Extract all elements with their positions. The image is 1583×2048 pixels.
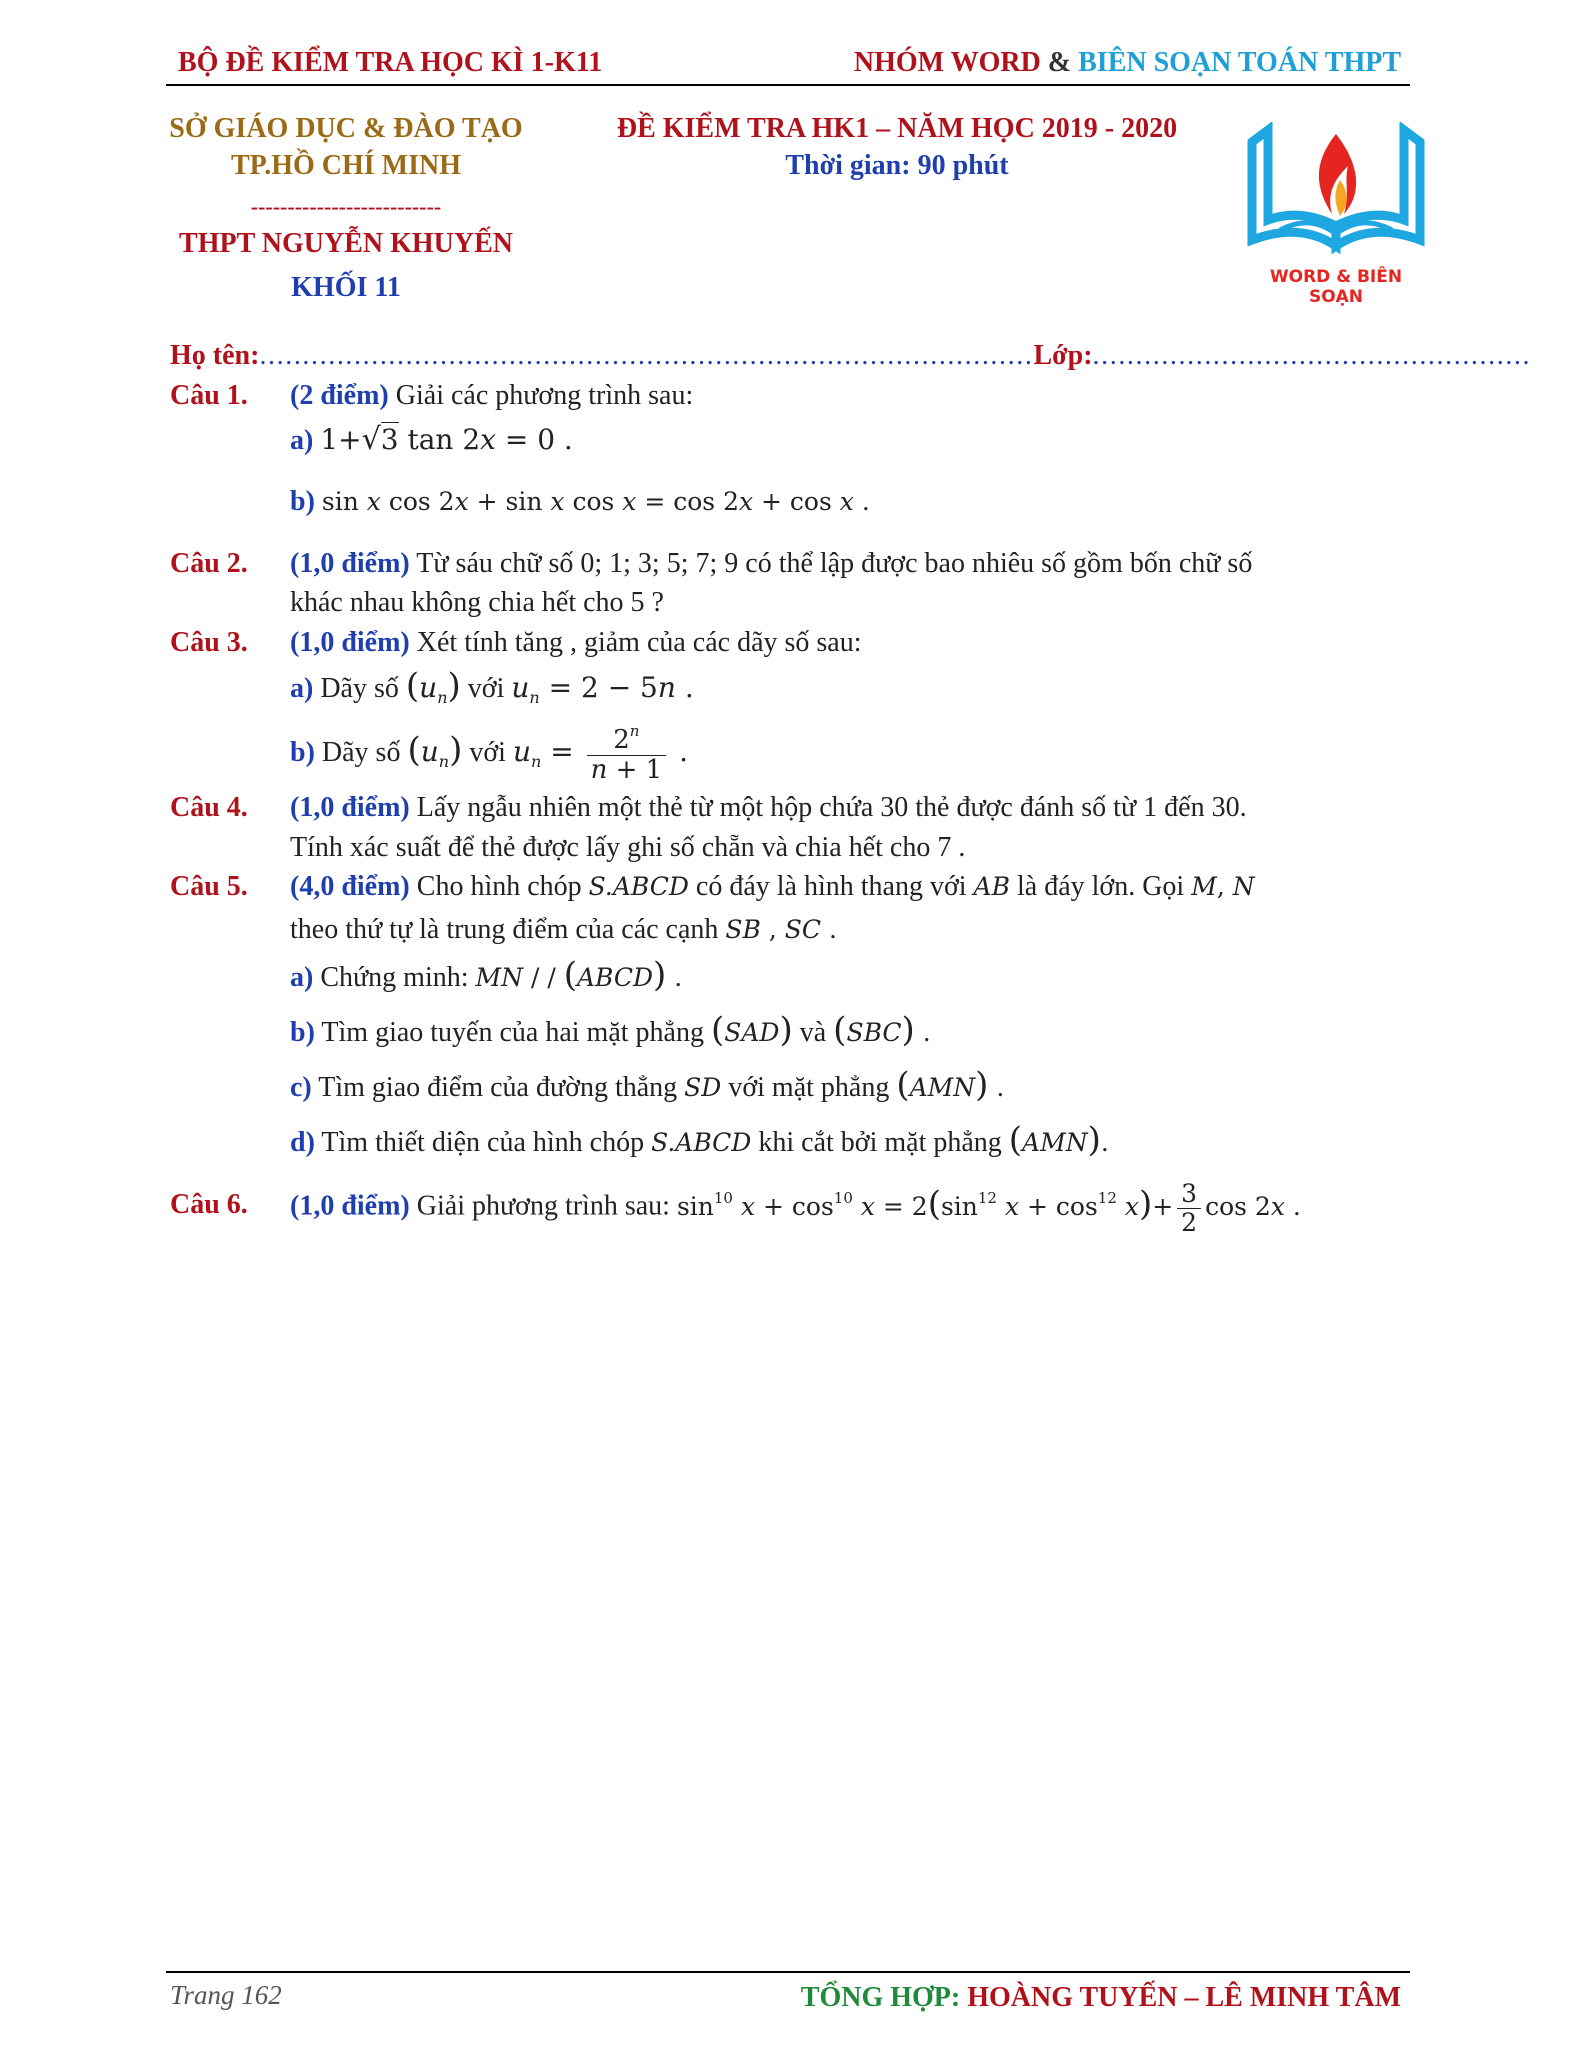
header-right-amp: & bbox=[1047, 47, 1072, 78]
q5-item-c bbox=[290, 1065, 1005, 1105]
q1-points: (2 điểm) bbox=[290, 380, 389, 411]
q4-text2 bbox=[290, 834, 965, 862]
q6-label: Câu 6. bbox=[170, 1189, 248, 1220]
q5b-label: b) bbox=[290, 1017, 315, 1048]
q4-prompt2: Tính xác suất để thẻ được lấy ghi số chẵn và chia hết cho 7 . bbox=[290, 832, 966, 863]
q5-text2 bbox=[290, 916, 837, 944]
q1-header bbox=[170, 382, 248, 410]
class-label: Lớp: bbox=[1033, 340, 1093, 371]
q5-item-b bbox=[290, 1010, 931, 1050]
q6-prompt: Giải phương trình sau: bbox=[416, 1190, 670, 1222]
q5-text: (4,0 điểm) Cho hình chóp S.ABCD có đáy là hình thang với AB là đáy lớn. Gọi M, N bbox=[290, 871, 1255, 902]
q3-points: (1,0 điểm) bbox=[290, 627, 410, 658]
q5b-text: Tìm giao tuyến của hai mặt phẳng bbox=[321, 1017, 704, 1048]
q5-item-d bbox=[290, 1120, 1109, 1160]
q4-label: Câu 4. bbox=[170, 792, 248, 823]
footer-credit bbox=[801, 1982, 1401, 2014]
exam-title: ĐỀ KIỂM TRA HK1 – NĂM HỌC 2019 - 2020 bbox=[616, 113, 1178, 144]
header-left: BỘ ĐỀ KIỂM TRA HỌC KÌ 1-K11 bbox=[178, 47, 603, 78]
q5d-label: d) bbox=[290, 1127, 315, 1158]
header-right-part2: BIÊN SOẠN TOÁN THPT bbox=[1078, 47, 1401, 78]
q1a-equation: 1+√3 tan 2x = 0 . bbox=[320, 422, 573, 457]
q3-header bbox=[170, 629, 248, 657]
q5c-with: với mặt phẳng bbox=[728, 1072, 890, 1103]
q2-label: Câu 2. bbox=[170, 548, 248, 579]
q4-text bbox=[290, 794, 1247, 822]
q3a-seq: $(u_n)$ bbox=[405, 666, 461, 707]
q5-ab: AB bbox=[973, 872, 1010, 901]
logo-text: WORD & BIÊN SOẠN bbox=[1269, 267, 1403, 307]
school-line1: SỞ GIÁO DỤC & ĐÀO TẠO bbox=[169, 113, 523, 144]
q3-text bbox=[290, 629, 862, 657]
header-right bbox=[854, 47, 1401, 79]
q5a-text: Chứng minh: bbox=[320, 962, 469, 993]
q1-label: Câu 1. bbox=[170, 380, 248, 411]
q5-item-a bbox=[290, 955, 683, 995]
q6-equation: $\sin^{10} x + \cos^{10} x = 2(\sin^{12}$ $x + \cos^{12} x)+$ $\frac{3}{2}$ cos 2x . bbox=[676, 1179, 1301, 1237]
q5-pyramid: S.ABCD bbox=[588, 872, 689, 901]
q4-points: (1,0 điểm) bbox=[290, 792, 410, 823]
q2-text2 bbox=[290, 589, 664, 617]
q2-text bbox=[290, 550, 1252, 578]
q5d-with: khi cắt bởi mặt phẳng bbox=[758, 1127, 1002, 1158]
q2-prompt: Từ sáu chữ số 0; 1; 3; 5; 7; 9 có thể lập được bao nhiêu số gồm bốn chữ số bbox=[416, 548, 1253, 579]
footer-rule bbox=[166, 1971, 1410, 1973]
q3b-text: Dãy số bbox=[321, 737, 401, 769]
q5a-formula: MN / / (ABCD) . bbox=[475, 955, 683, 995]
q3a-formula: $u_n = 2 - 5n$ . bbox=[511, 671, 694, 707]
q5b-plane2: (SBC) . bbox=[833, 1010, 931, 1050]
book-flame-icon bbox=[1240, 122, 1432, 262]
footer-authors: HOÀNG TUYẾN – LÊ MINH TÂM bbox=[967, 1982, 1401, 2013]
q5-header bbox=[170, 873, 248, 901]
q5a-label: a) bbox=[290, 962, 314, 993]
name-dots[interactable]: .......................................................................................... bbox=[259, 340, 1034, 371]
q3b-label: b) bbox=[290, 737, 315, 769]
name-label: Họ tên: bbox=[170, 340, 260, 371]
q1b-equation: sin x cos 2x + sin x cos x = cos 2x + cos x . bbox=[321, 487, 870, 516]
q3a-label: a) bbox=[290, 673, 314, 704]
q5-prompt2: theo thứ tự là trung điểm của các cạnh bbox=[290, 914, 719, 945]
q3-label: Câu 3. bbox=[170, 627, 248, 658]
q5d-pyramid: S.ABCD bbox=[651, 1128, 752, 1157]
footer-compiled-label: TỔNG HỢP: bbox=[800, 1982, 961, 2013]
q5-mn: M bbox=[1191, 872, 1217, 901]
q3a-text: Dãy số bbox=[320, 673, 399, 704]
q4-prompt: Lấy ngẫu nhiên một thẻ từ một hộp chứa 30 thẻ được đánh số từ 1 đến 30. bbox=[416, 792, 1247, 823]
q2-header bbox=[170, 550, 248, 578]
q1-text bbox=[290, 382, 693, 410]
q3b-seq: $(u_n)$ bbox=[407, 730, 463, 772]
header-right-part1: NHÓM WORD bbox=[853, 47, 1041, 78]
class-dots[interactable]: ................................................... bbox=[1092, 340, 1532, 371]
q1a-label: a) bbox=[290, 425, 314, 456]
q3b-with: với bbox=[469, 737, 506, 769]
q5-label: Câu 5. bbox=[170, 871, 248, 902]
footer-page: Trang 162 bbox=[170, 1980, 282, 2010]
q5-points: (4,0 điểm) bbox=[290, 871, 410, 902]
q2-points: (1,0 điểm) bbox=[290, 548, 410, 579]
school-grade: KHỐI 11 bbox=[291, 272, 401, 303]
q1-prompt: Giải các phương trình sau: bbox=[395, 380, 694, 411]
q5c-plane: (AMN) . bbox=[896, 1065, 1005, 1105]
school-name: THPT NGUYỄN KHUYẾN bbox=[179, 228, 513, 259]
q3-prompt: Xét tính tăng , giảm của các dãy số sau: bbox=[416, 627, 862, 658]
school-dashes: -------------------------- bbox=[250, 194, 442, 219]
exam-time: Thời gian: 90 phút bbox=[785, 150, 1009, 181]
q1b-label: b) bbox=[290, 486, 315, 517]
header-rule bbox=[166, 84, 1410, 86]
q3a-with: với bbox=[467, 673, 505, 704]
q5c-text: Tìm giao điểm của đường thẳng bbox=[318, 1072, 678, 1103]
q3-item-a bbox=[290, 666, 694, 707]
school-block bbox=[146, 113, 546, 304]
q5d-plane: (AMN). bbox=[1008, 1120, 1109, 1160]
q6-text bbox=[290, 1180, 1301, 1236]
q5-prompt-a: Cho hình chóp bbox=[416, 871, 582, 902]
q5-edges: SB , SC . bbox=[725, 915, 837, 944]
q1-item-a bbox=[290, 422, 573, 457]
q5-prompt-b: có đáy là hình thang với bbox=[695, 871, 967, 902]
q3-item-b bbox=[290, 723, 688, 784]
q6-header bbox=[170, 1191, 248, 1219]
q5c-label: c) bbox=[290, 1072, 312, 1103]
logo bbox=[1240, 122, 1432, 307]
q1-item-b bbox=[290, 488, 870, 516]
q5b-plane1: (SAD) bbox=[710, 1010, 793, 1050]
q5d-text: Tìm thiết diện của hình chóp bbox=[321, 1127, 645, 1158]
q5b-and: và bbox=[799, 1017, 827, 1048]
school-line2: TP.HỒ CHÍ MINH bbox=[231, 150, 461, 181]
q3b-formula: $u_n$ = $\frac{2^n}{n + 1}$ . bbox=[512, 722, 688, 785]
q5-prompt-c: là đáy lớn. Gọi bbox=[1016, 871, 1185, 902]
q2-prompt2: khác nhau không chia hết cho 5 ? bbox=[290, 587, 664, 618]
q6-points: (1,0 điểm) bbox=[290, 1190, 410, 1222]
exam-block bbox=[586, 113, 1208, 182]
q4-header bbox=[170, 794, 248, 822]
q5c-line: SD bbox=[684, 1073, 722, 1102]
student-line bbox=[170, 342, 1531, 370]
